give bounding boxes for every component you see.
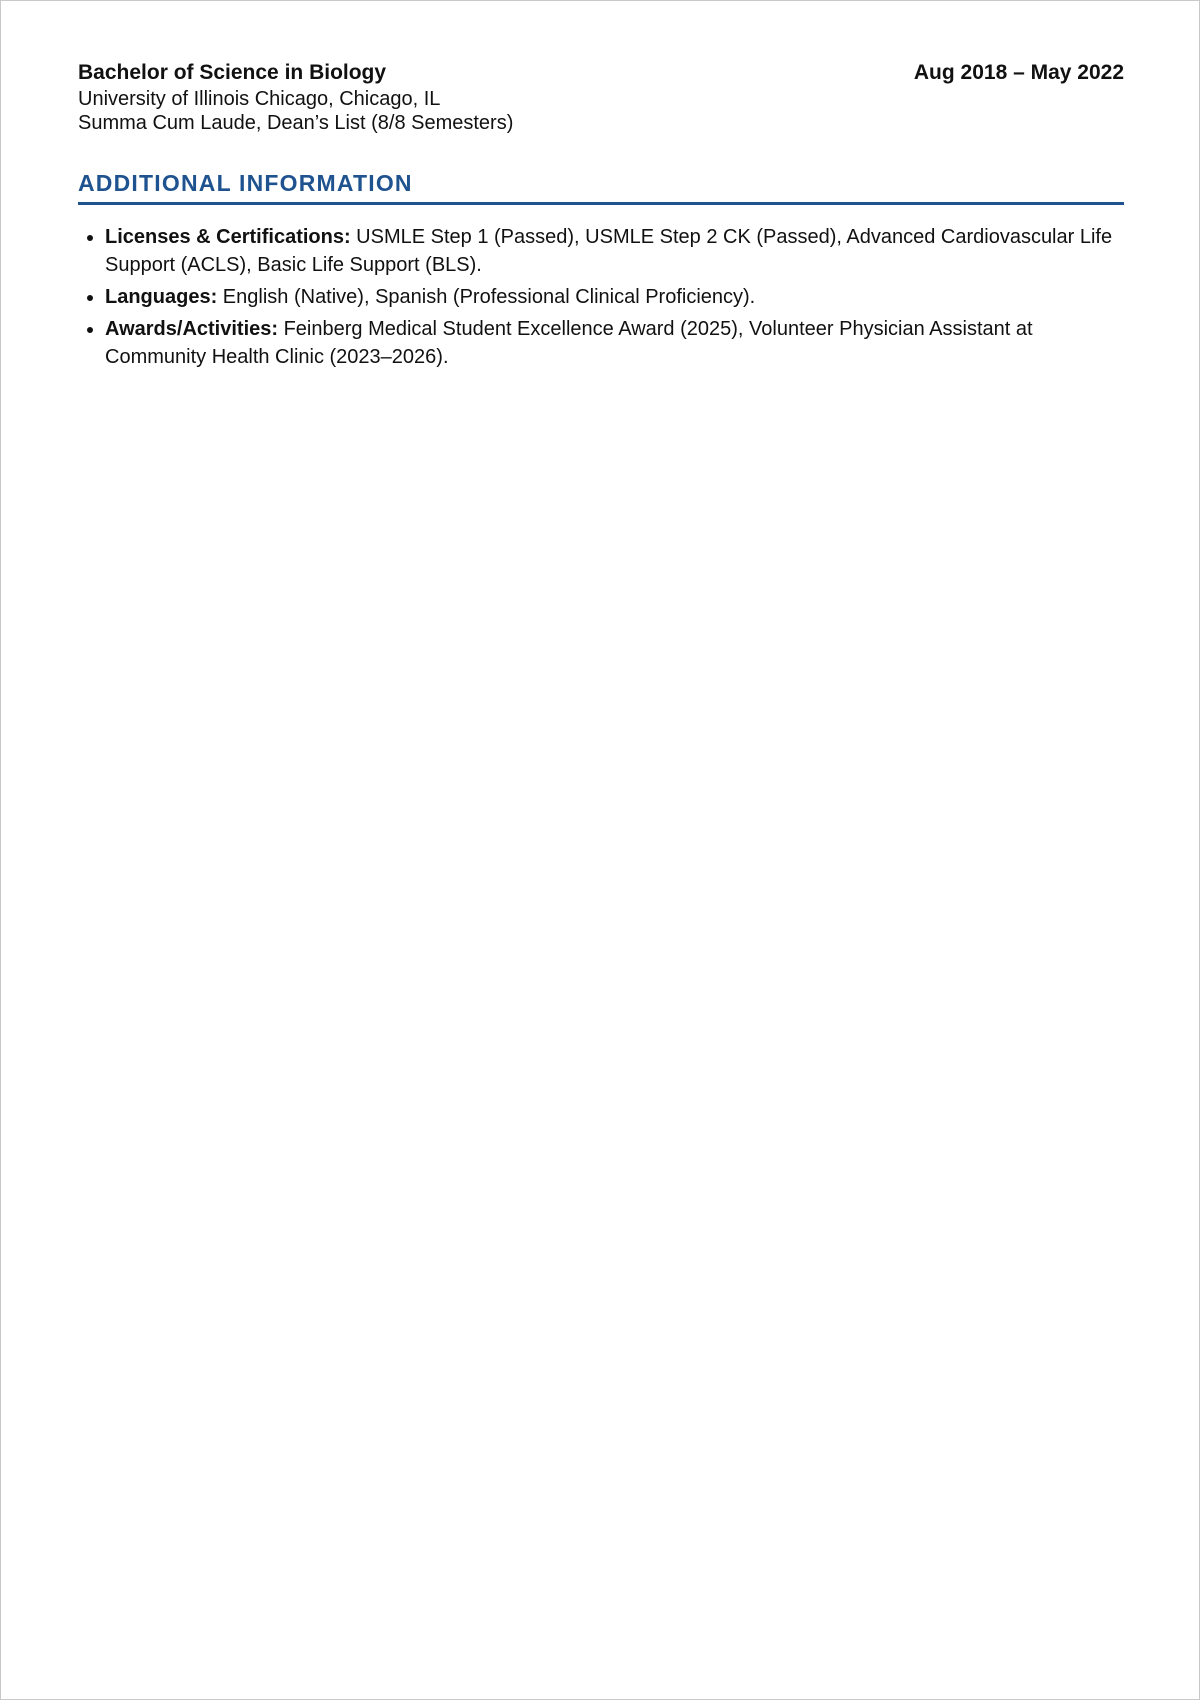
education-dates: Aug 2018 – May 2022 — [913, 61, 1124, 84]
awards-label: Awards/Activities: — [105, 318, 279, 340]
education-entry — [78, 59, 1124, 135]
licenses-label: Licenses & Certifications: — [105, 226, 351, 248]
awards-text: Feinberg Medical Student Excellence Award (2025), Volunteer Physician Assistant at Community Health Clinic (2023–2026). — [105, 318, 1033, 368]
education-honors: Summa Cum Laude, Dean’s List (8/8 Semesters) — [78, 112, 514, 134]
list-item-languages — [105, 283, 1124, 311]
resume-content — [78, 59, 1124, 375]
list-item-licenses — [105, 223, 1124, 279]
additional-information-list — [78, 223, 1124, 371]
list-item-awards — [105, 315, 1124, 371]
languages-label: Languages: — [105, 286, 218, 308]
additional-information-heading: ADDITIONAL INFORMATION — [78, 168, 1124, 205]
education-header — [78, 59, 1124, 87]
licenses-text: USMLE Step 1 (Passed), USMLE Step 2 CK (Passed), Advanced Cardiovascular Life Support (ACLS), Basic Life Support (BLS). — [105, 226, 1113, 276]
degree-title: Bachelor of Science in Biology — [78, 61, 387, 84]
languages-text: English (Native), Spanish (Professional Clinical Proficiency). — [217, 286, 756, 308]
school-name: University of Illinois Chicago, Chicago, IL — [78, 88, 441, 110]
